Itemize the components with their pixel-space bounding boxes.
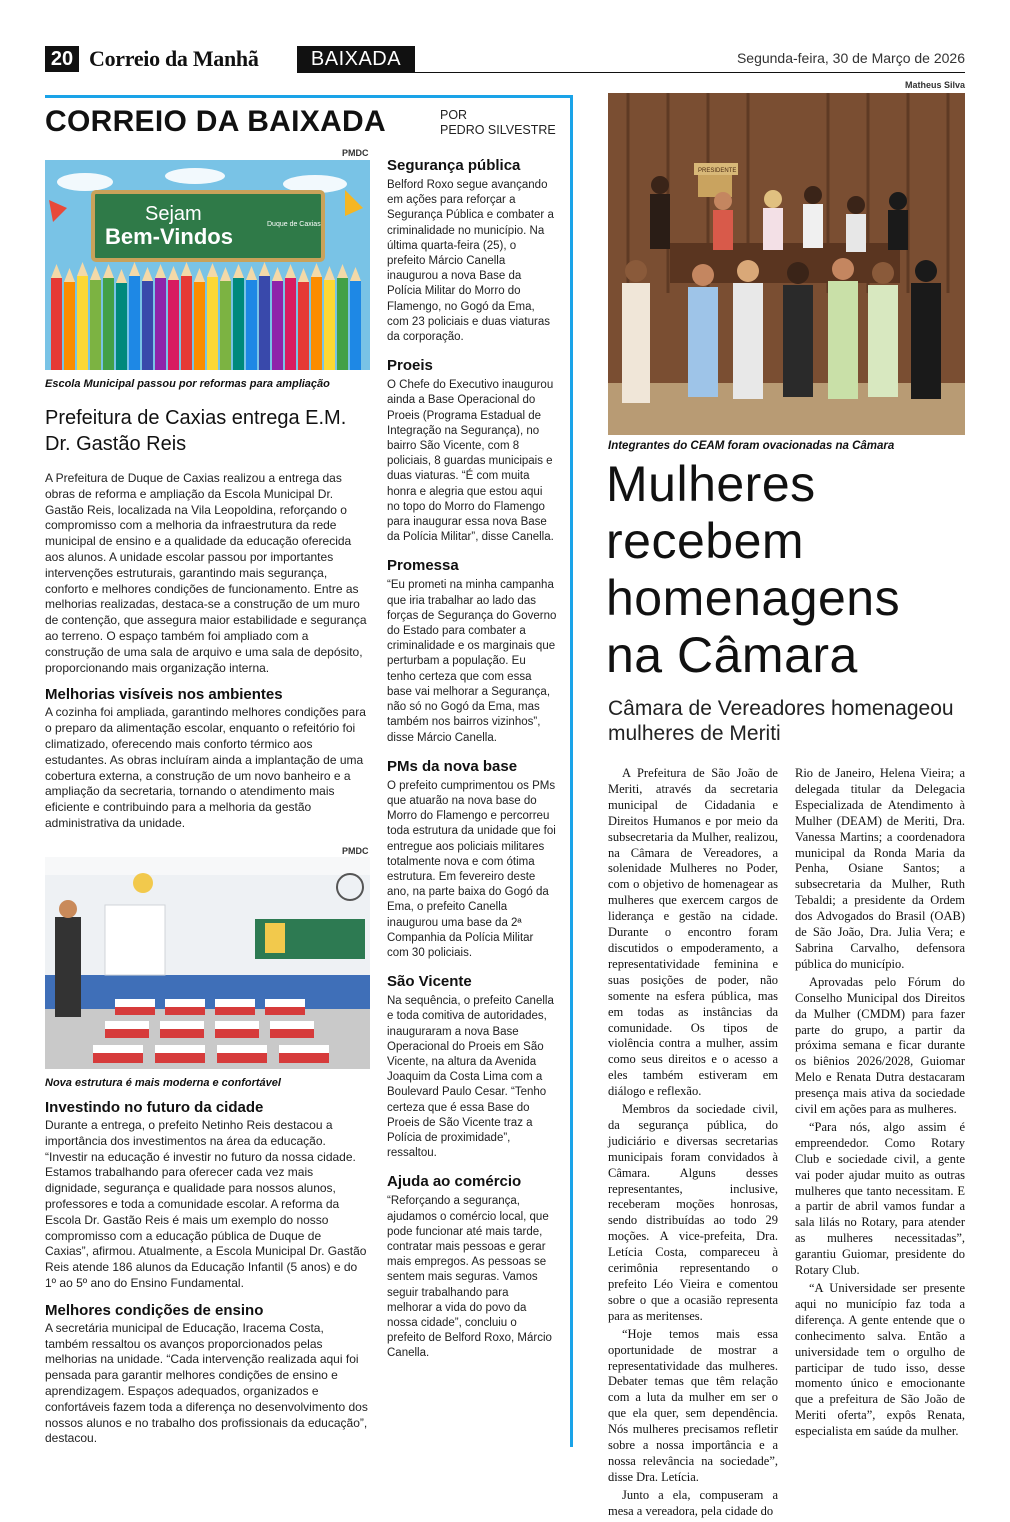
right-body-col1 — [608, 766, 778, 1522]
box-top-rule — [45, 95, 573, 98]
main-headline: Mulheres recebem homenagens na Câmara — [606, 456, 901, 683]
mid-section-title: PMs da nova base — [387, 757, 518, 775]
photo2-credit: PMDC — [342, 846, 369, 856]
mid-section — [387, 973, 557, 1161]
byline-prefix: POR — [440, 108, 468, 122]
middle-column — [387, 157, 557, 1362]
masthead: Correio da Manhã — [89, 46, 259, 71]
ceremony-illustration — [608, 93, 965, 435]
main-deck: Câmara de Vereadores homenageou mulheres de Meriti — [608, 697, 954, 745]
mid-section-text: “Eu prometi na minha campanha que iria trabalhar ao lado das forças de Segurança do Governo do Estado para combater a criminalidade e os marginais que perturbam a população. Eu tenho certeza que com essa base vai melhorar a Segurança, não só no Gogó da Ema, mas também nos bairros vizinhos”, disse Márcio Canella. — [387, 579, 557, 744]
left-subhead-1: Melhorias visíveis nos ambientes — [45, 686, 283, 704]
page-header — [45, 44, 965, 74]
body-paragraph: “A Universidade ser presente aqui no município faz toda a diferença. A gente entende que o conhecimento salva. Então a universidade tem o orgulho de participar de tudo isso, desse momento único e emocionante que a prefeitura de São João de Meriti oferta”, expôs Renata, especialista em saúde da mulher. — [795, 1281, 965, 1439]
classroom-illustration — [45, 857, 370, 1069]
issue-date: Segunda-feira, 30 de Março de 2026 — [736, 50, 965, 66]
mid-section-title: Ajuda ao comércio — [387, 1173, 522, 1191]
left-text-1: A cozinha foi ampliada, garantindo melhores condições para o preparo da alimentação escolar, enquanto o refeitório foi climatizado, oferecendo mais conforto térmico aos estudantes. As obras incluíram ainda a implantação de uma cobertura externa, a construção de um novo banheiro e a ampliação da secretaria, tornando o atendimento mais eficiente e contribuindo para a melhoria da gestão administrativa da unidade. — [45, 705, 366, 830]
correio-da-baixada-box — [45, 95, 573, 1447]
mid-section-title: Segurança pública — [387, 157, 521, 174]
column-title: CORREIO DA BAIXADA — [45, 105, 386, 138]
photo3-caption: Integrantes do CEAM foram ovacionadas na Câmara — [608, 440, 895, 452]
box-right-rule — [570, 95, 573, 1447]
left-subhead-2: Investindo no futuro da cidade — [45, 1099, 264, 1116]
plaque-text: PRESIDENTE — [698, 168, 737, 174]
welcome-sign-illustration — [45, 160, 370, 370]
left-text-2: Durante a entrega, o prefeito Netinho Reis destacou a importância dos investimentos na área da educação. “Investir na educação é investir no futuro da nossa cidade. Estamos trabalhando para oferecer cada vez mais dignidade, segurança e qualidade para nossos alunos, professores e toda a comunidade escolar. A reforma da Escola Dr. Gastão Reis é mais um exemplo do nosso compromisso com a educação pública de Duque de Caxias”, afirmou. Atualmente, a Escola Municipal Dr. Gastão Reis atende 186 alunos da Educação Infantil (5 anos) e do 1º ao 5º ano do Ensino Fundamental. — [45, 1118, 367, 1290]
mid-section-title: São Vicente — [387, 973, 472, 991]
mid-section — [387, 1173, 557, 1361]
photo-camara-ceremony — [608, 93, 965, 435]
photo3-credit: Matheus Silva — [904, 80, 965, 90]
mid-section — [387, 557, 557, 745]
sign-line1: Sejam — [145, 203, 202, 225]
body-paragraph: Aprovadas pelo Fórum do Conselho Municipal dos Direitos da Mulher (CMDM) para fazer parte do grupo, a partir da próxima semana e ficar durante os biênios 2026/2028, Guiomar Melo e Renata Dutra destacaram presença mais ativa da sociedade civil em ações para as mulheres. — [795, 974, 965, 1117]
mid-section-text: Na sequência, o prefeito Canella e toda comitiva de autoridades, inauguraram a nova Base Operacional do Proeis em São Vicente, na altura da Avenida Joaquim da Costa Lima com a Boulevard Paulo Cesar. “Tenho certeza que é essa Base do Proeis de São Vicente traz a Polícia de proximidade”, ressaltou. — [387, 995, 554, 1160]
body-paragraph: A Prefeitura de São João de Meriti, através da secretaria municipal de Cidadania e Direitos Humanos e por meio da subsecretaria da Mulher, realizou, na Câmara de Vereadores, a solenidade Mulheres no Poder, com o objetivo de homenagear as mulheres que exercem cargos de liderança e gestão na cidade. Durante o encontro foram discutidos o empoderamento, a representatividade feminina e suas posições de poder, não somente na esfera pública, mas em todas as instâncias da comunidade. Os tipos de violência contra a mulher, assim como seus direitos e o acesso a eles também estiveram em diálogo e reflexão. — [608, 766, 778, 1099]
photo1-caption: Escola Municipal passou por reformas para ampliação — [45, 378, 330, 390]
right-body-col2 — [795, 766, 965, 1442]
photo-school-welcome-sign — [45, 160, 370, 370]
mid-section-title: Promessa — [387, 557, 459, 575]
left-article-part2 — [45, 1099, 368, 1447]
mid-section — [387, 357, 557, 545]
header-rule — [297, 72, 965, 73]
column-byline — [440, 108, 556, 138]
mid-section-text: O prefeito cumprimentou os PMs que atuarão na nova base do Morro do Flamengo e percorreu toda estrutura da unidade que foi entregue aos policiais militares totalmente nova e com ótima estrutura. Em fevereiro deste ano, na parte baixa do Gogó da Ema, o prefeito Canella inaugurou uma base da 2ª Companhia da Polícia Militar com 30 policiais. — [387, 779, 556, 959]
photo-classroom — [45, 857, 370, 1069]
left-text-3: A secretária municipal de Educação, Iracema Costa, também ressaltou os avanços proporcionados pelas melhorias na unidade. “Cada intervenção realizada aqui foi pensada para garantir melhores condições de ensino e aprendizagem. Espaços adequados, organizados e confortáveis fazem toda a diferença no desenvolvimento dos nossos alunos e no trabalho dos profissionais da educação”, destacou. — [45, 1320, 368, 1446]
left-article-part1 — [45, 471, 368, 832]
mid-section-text: O Chefe do Executivo inaugurou ainda a Base Operacional do Proeis (Programa Estadual de Integração na Segurança), no bairro São Vicente, com 8 policiais, 8 guardas municipais e duas viaturas. “É com muita honra e alegria que estou aqui no topo do Morro do Flamengo para inaugurar essa nova Base da Polícia Militar”, disse Canella. — [387, 379, 554, 544]
body-paragraph: Membros da sociedade civil, da segurança pública, do judiciário e diversas secretarias municipais foram convidados à Câmara. Alguns desses representantes, inclusive, receberam moções honrosas, sendo distribuídas ao todo 29 moções. A vice-prefeita, Dra. Letícia Costa, compareceu à cerimônia representando o prefeito Léo Vieira e comentou sobre o que a ocasião representa para as meritenses. — [608, 1102, 778, 1323]
left-intro: A Prefeitura de Duque de Caxias realizou a entrega das obras de reforma e ampliação da Escola Municipal Dr. Gastão Reis, localizada na Vila Leopoldina, reforçando o compromisso com a melhoria da infraestrutura da rede municipal de ensino e a qualidade da educação oferecida aos alunos. A unidade escolar passou por importantes intervenções estruturais, garantindo mais segurança, conforto e melhores condições de funcionamento. Entre as melhorias realizadas, destaca-se a construção de um muro de contenção, que assegura maior estabilidade e segurança ao terreno. O espaço também foi ampliado com a construção de uma sala de arquivo e uma sala de depósito, proporcionando mais organização interna. — [45, 471, 367, 675]
mid-section — [387, 157, 557, 345]
sign-logo: Duque de Caxias — [267, 221, 321, 228]
body-paragraph: Junto a ela, compuseram a mesa a vereadora, pela cidade do — [608, 1487, 778, 1518]
sign-line2: Bem-Vindos — [105, 224, 233, 249]
body-paragraph: “Para nós, algo assim é empreendedor. Como Rotary Club e sociedade civil, a gente vai poder ajudar muito as outras mulheres que tanto necessitam. E a partir de abril vamos fundar a sala lilás no Rotary, para atender as mulheres necessitadas”, garantiu Guiomar, presidente do Rotary Club. — [795, 1119, 965, 1278]
mid-section-title: Proeis — [387, 357, 433, 375]
body-paragraph: “Hoje temos mais essa oportunidade de mostrar a representatividade das mulheres. Debater temas que têm relação com a luta da mulher em ser o que ela quer, sem dependência. Nós mulheres precisamos refletir sobre a nossa importância e a nossa relevância na sociedade”, disse Dra. Letícia. — [608, 1326, 778, 1484]
mid-section-text: Belford Roxo segue avançando em ações para reforçar a Segurança Pública e combater a criminalidade no município. Na última quarta-feira (25), o prefeito Márcio Canella inaugurou a nova Base da Polícia Militar do Morro do Flamengo, no Gogó da Ema, com 23 policiais e duas viaturas da corporação. — [387, 179, 554, 344]
photo2-caption: Nova estrutura é mais moderna e confortável — [45, 1077, 281, 1089]
mid-section-text: “Reforçando a segurança, ajudamos o comércio local, que pode funcionar até mais tarde, contratar mais pessoas e gerar mais empregos. As pessoas se sentem mais seguras. Vamos seguir trabalhando para melhorar a vida do povo da nossa cidade”, concluiu o prefeito de Belford Roxo, Márcio Canella. — [387, 1195, 552, 1360]
left-subhead-3: Melhores condições de ensino — [45, 1301, 264, 1319]
mid-section — [387, 758, 557, 961]
section-tag: BAIXADA — [297, 46, 415, 72]
page-number: 20 — [45, 46, 79, 72]
left-headline: Prefeitura de Caxias entrega E.M. Dr. Gastão Reis — [45, 407, 347, 455]
photo1-credit: PMDC — [342, 148, 369, 158]
byline-author: PEDRO SILVESTRE — [440, 123, 556, 137]
body-paragraph: Rio de Janeiro, Helena Vieira; a delegada titular da Delegacia Especializada de Atendimento à Mulher (DEAM) de Meriti, Dra. Vanessa Martins; a coordenadora municipal da Ronda Maria da Penha, Osiane Santos; a subsecretaria da Mulher, Ruth Tebaldi; a presidente da Ordem dos Advogados do Brasil (OAB) de São João, Dra. Julia Vera; e Sabrina Carvalho, defensora pública do município. — [795, 766, 965, 971]
